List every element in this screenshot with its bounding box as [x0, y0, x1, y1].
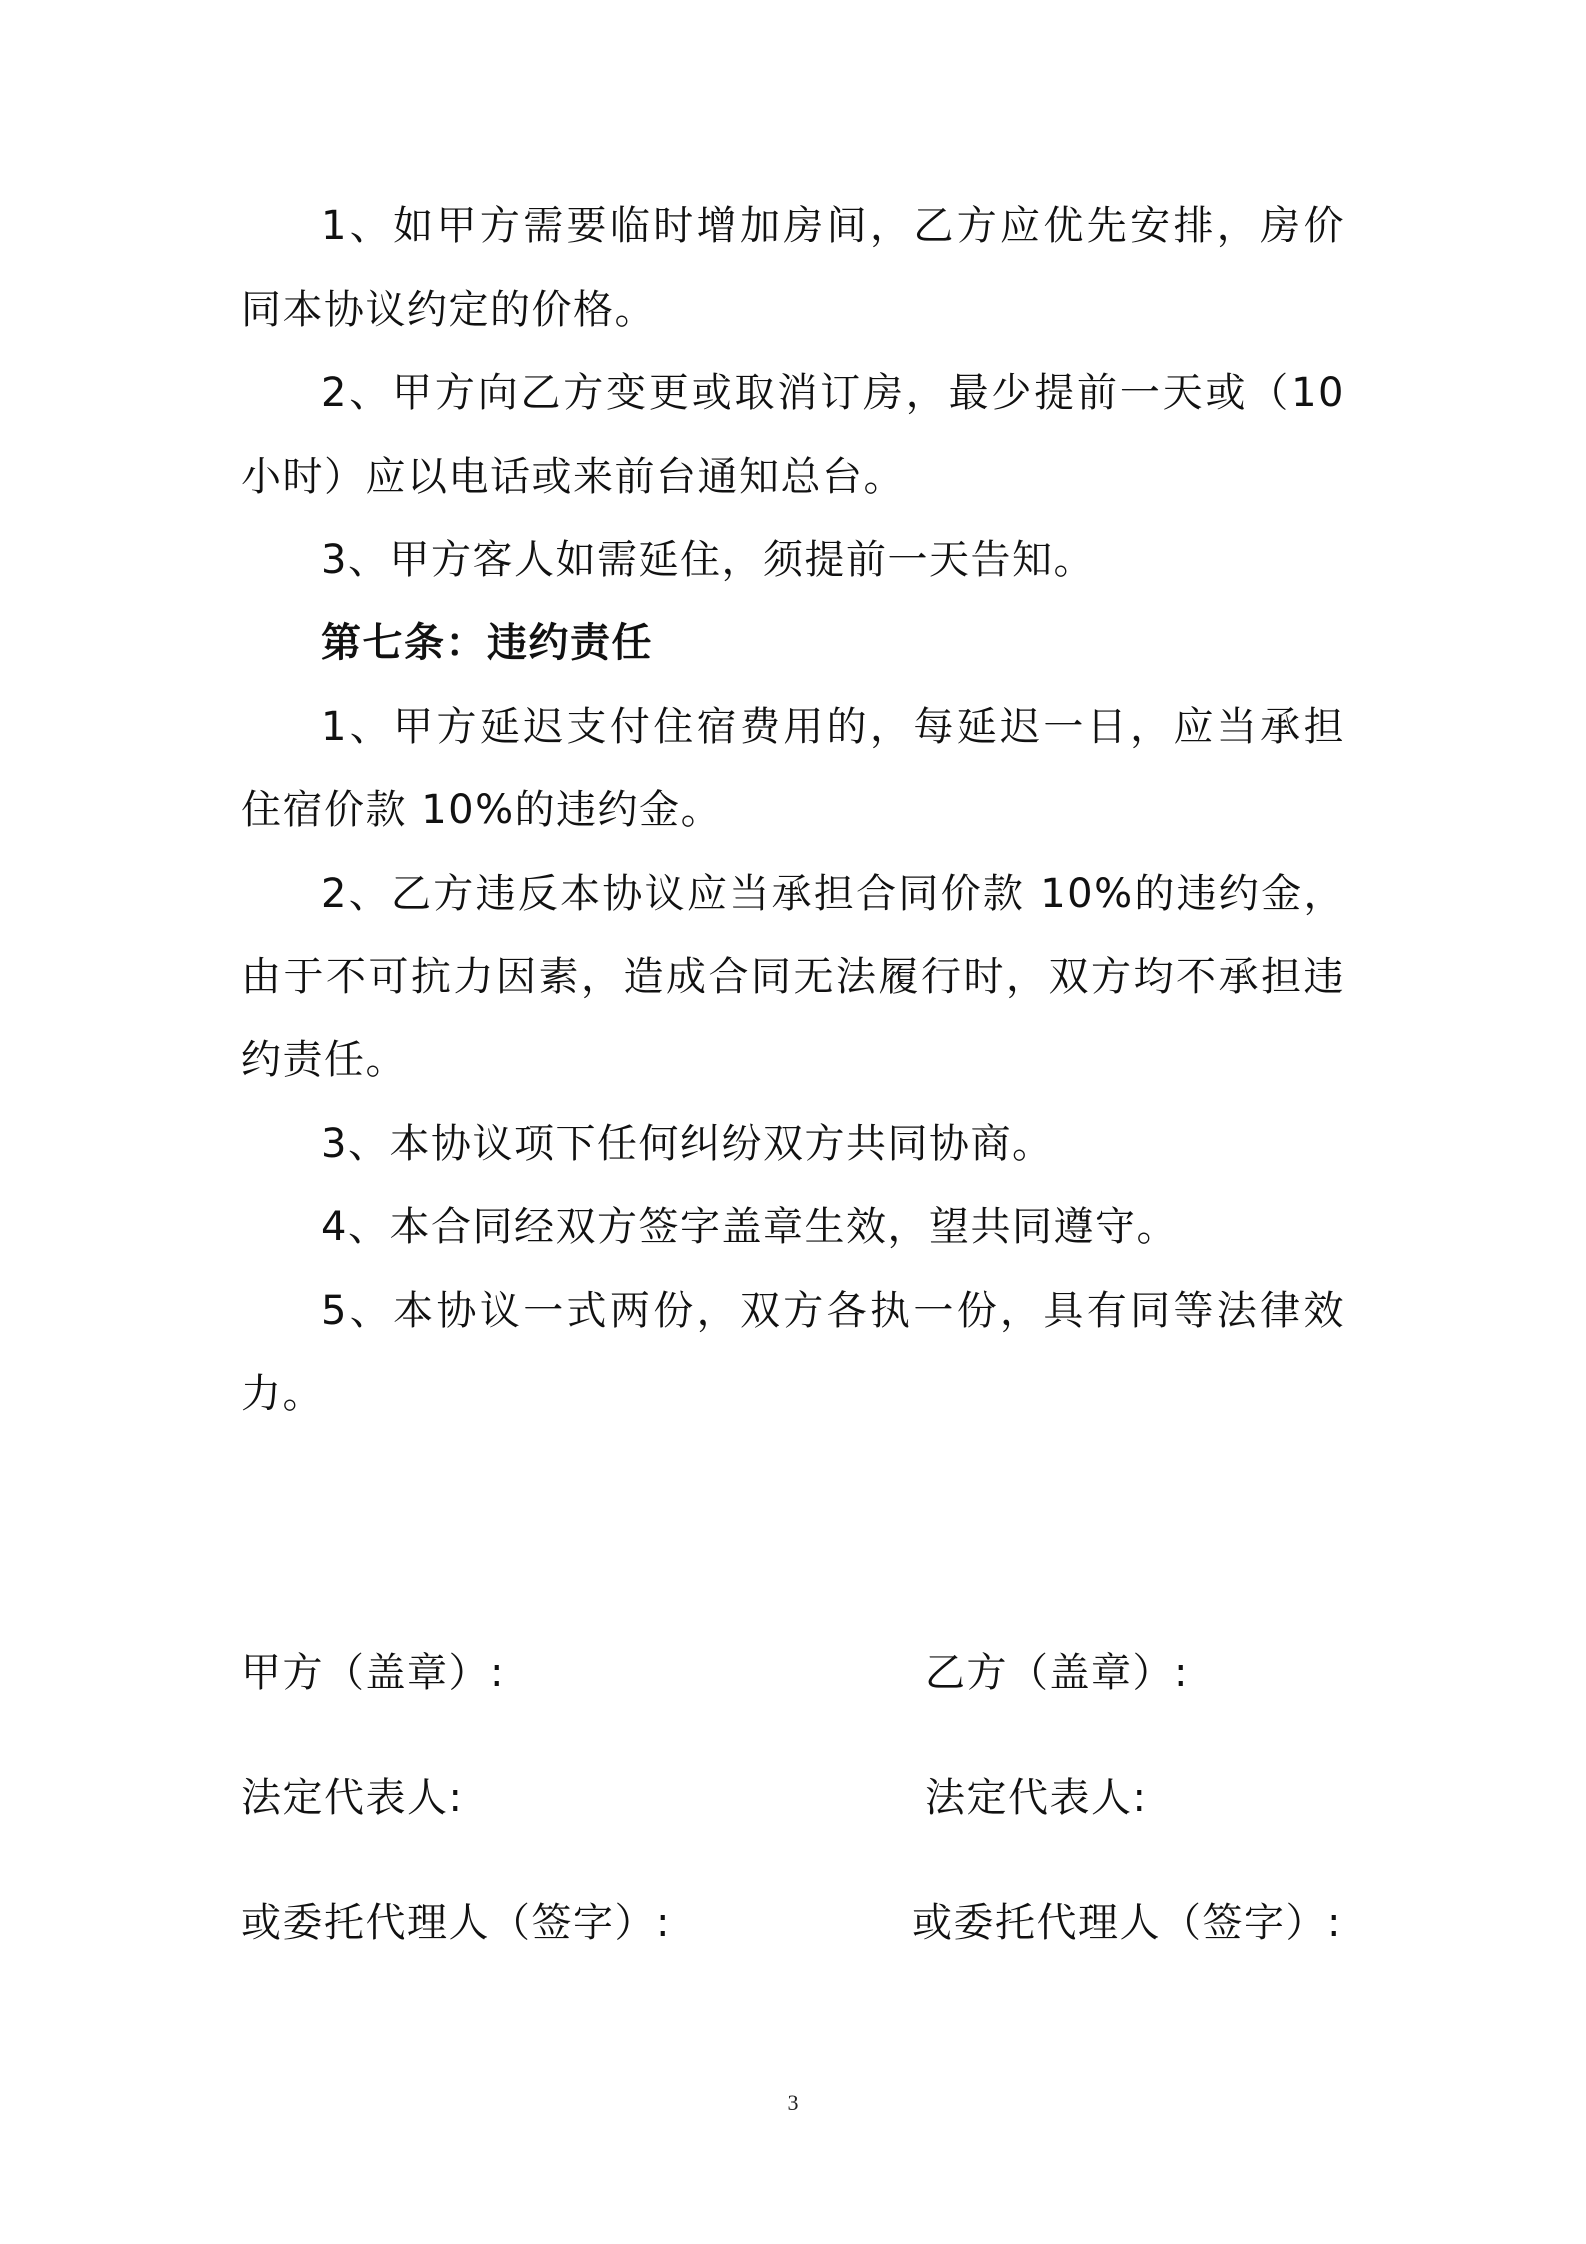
article-7-item-1-line-1: 1、甲方延迟支付住宿费用的，每延迟一日，应当承担	[321, 704, 1345, 750]
clause-3: 3、甲方客人如需延住，须提前一天告知。	[321, 537, 1095, 583]
article-7-item-1-line-2: 住宿价款 10%的违约金。	[241, 787, 723, 833]
article-7-item-2-line-1: 2、乙方违反本协议应当承担合同价款 10%的违约金，	[321, 871, 1345, 917]
article-7-item-4: 4、本合同经双方签字盖章生效，望共同遵守。	[321, 1204, 1178, 1250]
article-7-item-3: 3、本协议项下任何纠纷双方共同协商。	[321, 1121, 1054, 1167]
party-a-seal-label: 甲方（盖章）:	[241, 1650, 505, 1696]
party-b-agent-label: 或委托代理人（签字）:	[912, 1900, 1342, 1946]
clause-2-line-2: 小时）应以电话或来前台通知总台。	[241, 454, 905, 500]
article-7-item-2-line-2: 由于不可抗力因素，造成合同无法履行时，双方均不承担违	[241, 954, 1345, 1000]
article-7-item-2-line-3: 约责任。	[241, 1037, 407, 1083]
party-b-seal-label: 乙方（盖章）:	[925, 1650, 1189, 1696]
party-b-representative-label: 法定代表人:	[925, 1775, 1148, 1821]
article-7-heading: 第七条：违约责任	[321, 620, 653, 666]
clause-1-line-2: 同本协议约定的价格。	[241, 287, 656, 333]
clause-2-line-1: 2、甲方向乙方变更或取消订房，最少提前一天或（10	[321, 370, 1345, 416]
article-7-item-5-line-2: 力。	[241, 1371, 324, 1417]
article-7-item-5-line-1: 5、本协议一式两份，双方各执一份，具有同等法律效	[321, 1288, 1345, 1334]
clause-1-line-1: 1、如甲方需要临时增加房间，乙方应优先安排，房价	[321, 203, 1345, 249]
party-a-representative-label: 法定代表人:	[241, 1775, 464, 1821]
page-number: 3	[787, 2090, 799, 2115]
party-a-agent-label: 或委托代理人（签字）:	[241, 1900, 671, 1946]
